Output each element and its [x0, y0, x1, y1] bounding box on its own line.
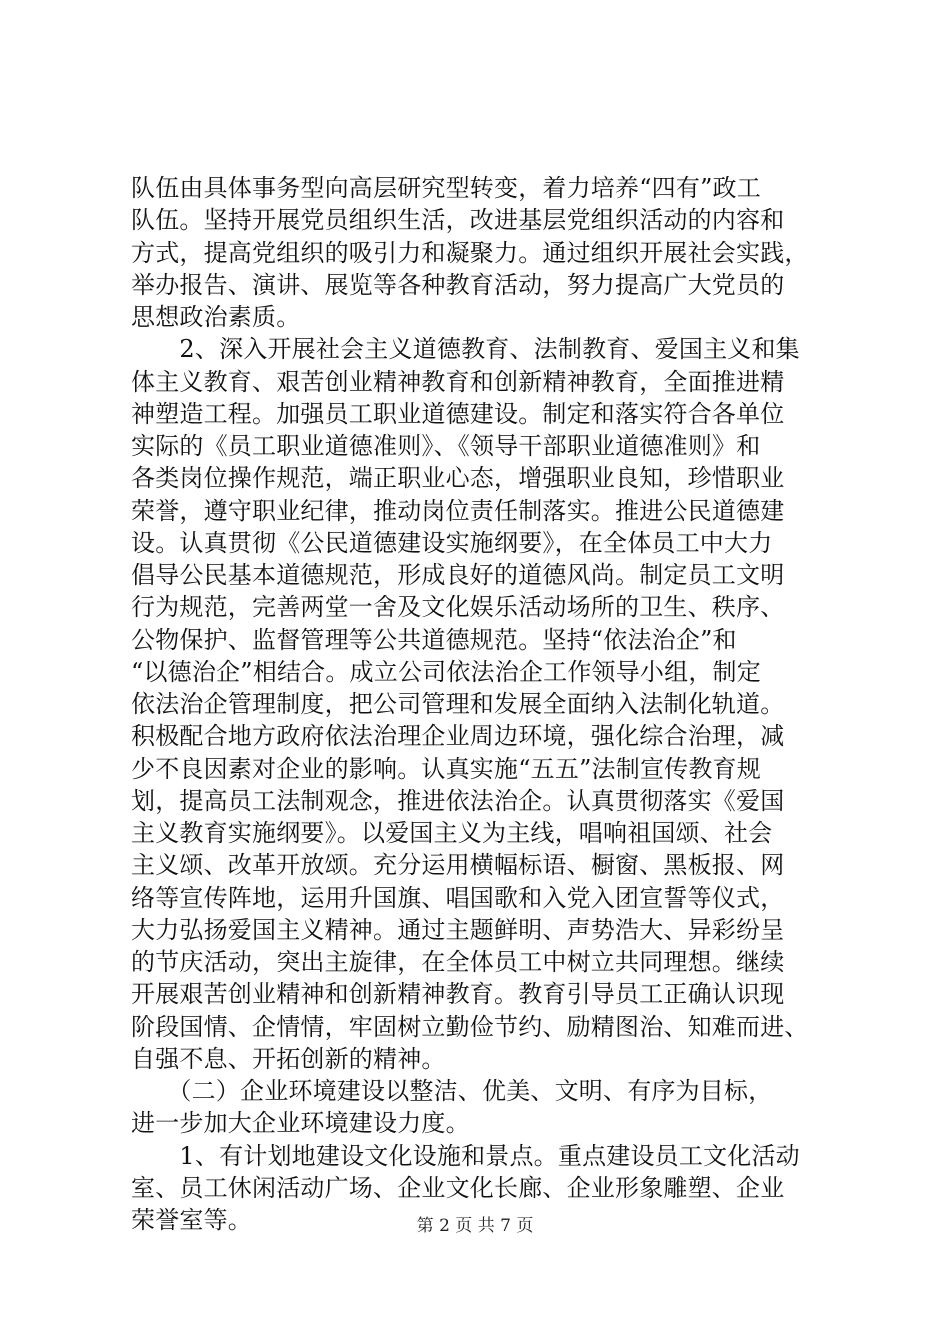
- text-line: “以德治企”相结合。成立公司依法治企工作领导小组，制定: [131, 657, 761, 686]
- text-line: 室、员工休闲活动广场、企业文化长廊、企业形象雕塑、企业: [131, 1173, 785, 1202]
- text-line: 自强不息、开拓创新的精神。: [131, 1044, 446, 1073]
- text-line: 方式，提高党组织的吸引力和凝聚力。通过组织开展社会实践，: [131, 238, 809, 267]
- text-line: 公物保护、监督管理等公共道德规范。坚持“依法治企”和: [131, 625, 737, 654]
- text-line: 行为规范，完善两堂一舍及文化娱乐活动场所的卫生、秩序、: [131, 593, 785, 622]
- text-line: 设。认真贯彻《公民道德建设实施纲要》，在全体员工中大力: [131, 528, 773, 557]
- text-line: 2、深入开展社会主义道德教育、法制教育、爱国主义和集: [131, 335, 800, 364]
- text-line: 队伍由具体事务型向高层研究型转变，着力培养“四有”政工: [131, 174, 761, 202]
- text-line: 思想政治素质。: [131, 303, 301, 331]
- text-line: 进一步加大企业环境建设力度。: [131, 1109, 470, 1138]
- text-line: 实际的《员工职业道德准则》、《领导干部职业道德准则》和: [131, 432, 761, 460]
- text-line: 开展艰苦创业精神和创新精神教育。教育引导员工正确认识现: [131, 980, 785, 1009]
- text-line: 荣誉，遵守职业纪律，推动岗位责任制落实。推进公民道德建: [131, 496, 785, 525]
- body-text: [131, 172, 836, 1236]
- text-line: 倡导公民基本道德规范，形成良好的道德风尚。制定员工文明: [131, 561, 785, 589]
- text-line: （二）企业环境建设以整洁、优美、文明、有序为目标，: [131, 1077, 773, 1105]
- text-line: 体主义教育、艰苦创业精神教育和创新精神教育，全面推进精: [131, 367, 785, 396]
- text-line: 络等宣传阵地，运用升国旗、唱国歌和入党入团宣誓等仪式，: [131, 883, 785, 912]
- text-line: 积极配合地方政府依法治理企业周边环境，强化综合治理，减: [131, 722, 785, 751]
- text-line: 1、有计划地建设文化设施和景点。重点建设员工文化活动: [131, 1141, 800, 1170]
- text-line: 阶段国情、企情情，牢固树立勤俭节约、励精图治、知难而进、: [131, 1012, 809, 1041]
- text-line: 荣誉室等。: [131, 1206, 252, 1234]
- text-line: 依法治企管理制度，把公司管理和发展全面纳入法制化轨道。: [131, 690, 785, 718]
- text-line: 举办报告、演讲、展览等各种教育活动，努力提高广大党员的: [131, 270, 785, 299]
- text-line: 少不良因素对企业的影响。认真实施“五五”法制宣传教育规: [131, 754, 761, 783]
- text-line: 划，提高员工法制观念，推进依法治企。认真贯彻落实《爱国: [131, 786, 785, 815]
- page-number-footer: 第 2 页 共 7 页: [416, 1216, 534, 1236]
- text-line: 队伍。坚持开展党员组织生活，改进基层党组织活动的内容和: [131, 206, 785, 235]
- text-line: 主义颂、改革开放颂。充分运用横幅标语、橱窗、黑板报、网: [131, 851, 785, 880]
- text-line: 各类岗位操作规范，端正职业心态，增强职业良知，珍惜职业: [131, 464, 785, 493]
- text-line: 的节庆活动，突出主旋律，在全体员工中树立共同理想。继续: [131, 948, 785, 976]
- text-line: 神塑造工程。加强员工职业道德建设。制定和落实符合各单位: [131, 399, 785, 428]
- text-line: 大力弘扬爱国主义精神。通过主题鲜明、声势浩大、异彩纷呈: [131, 915, 785, 944]
- text-line: 主义教育实施纲要》。以爱国主义为主线，唱响祖国颂、社会: [131, 819, 773, 847]
